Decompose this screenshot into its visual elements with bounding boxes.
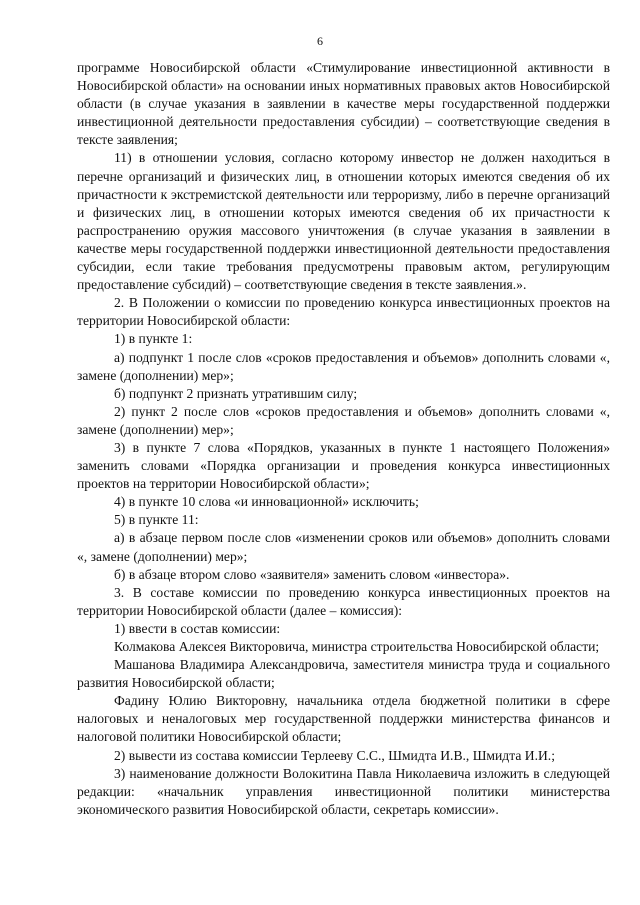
- document-body: [77, 59, 610, 819]
- page-number: 6: [317, 34, 323, 48]
- paragraph-subitem-b-2: б) в абзаце втором слово «заявителя» заменить словом «инвестора».: [114, 566, 510, 582]
- paragraph-member-mashanov: Машанова Владимира Александровича, заместителя министра труда и социального развития Новосибирской области;: [77, 657, 610, 691]
- paragraph-item-1-commission: 1) ввести в состав комиссии:: [114, 620, 281, 636]
- paragraph-item-4: 4) в пункте 10 слова «и инновационной» исключить;: [114, 494, 419, 510]
- paragraph-subitem-a-2: а) в абзаце первом после слов «изменении сроков или объемов» дополнить словами «, замене (дополнении) мер»;: [77, 530, 610, 564]
- paragraph-section-3: 3. В составе комиссии по проведению конкурса инвестиционных проектов на территории Новосибирской области (далее – комиссия):: [77, 584, 610, 618]
- paragraph-item-2: 2) пункт 2 после слов «сроков предоставления и объемов» дополнить словами «, замене (дополнении) мер»;: [77, 403, 610, 437]
- paragraph-member-kolmakov: Колмакова Алексея Викторовича, министра строительства Новосибирской области;: [114, 639, 600, 654]
- paragraph-section-2: 2. В Положении о комиссии по проведению конкурса инвестиционных проектов на территории Новосибирской области:: [77, 295, 610, 329]
- paragraph-continuation: программе Новосибирской области «Стимулирование инвестиционной активности в Новосибирской области» на основании иных нормативных правовых актов Новосибирской области (в случае указания в заявлении в качестве меры государственной поддержки инвестиционной деятельности предоставления субсидии) – соответствующие сведения в тексте заявления;: [77, 60, 610, 148]
- paragraph-subitem-b: б) подпункт 2 признать утратившим силу;: [114, 385, 358, 401]
- paragraph-item-3: 3) в пункте 7 слова «Порядков, указанных в пункте 1 настоящего Положения» заменить словами «Порядка организации и проведения конкурса инвестиционных проектов на территории Новосибирской области»;: [77, 439, 610, 492]
- paragraph-subitem-a: а) подпункт 1 после слов «сроков предоставления и объемов» дополнить словами «, замене (дополнении) мер»;: [77, 349, 610, 383]
- paragraph-item-11: 11) в отношении условия, согласно которому инвестор не должен находиться в перечне организаций и физических лиц, в отношении которых имеются сведения об их причастности к экстремистской деятельности или терроризму, либо в перечне организаций и физических лиц, в отношении которых имеются сведения об их причастности к распространению оружия массового уничтожения (в случае указания в заявлении в качестве меры государственной поддержки инвестиционной деятельности предоставления субсидии, если такие требования предусмотрены правовым актом, регулирующим предоставление субсидий) – соответствующие сведения в тексте заявления.».: [77, 150, 610, 293]
- paragraph-item-3-commission: 3) наименование должности Волокитина Павла Николаевича изложить в следующей редакции: «начальник управления инвестиционной политики министерства экономического развития Новосибирской области, секретарь комиссии».: [77, 765, 610, 817]
- paragraph-item-2-commission: 2) вывести из состава комиссии Терлееву С.С., Шмидта И.В., Шмидта И.И.;: [114, 747, 555, 763]
- paragraph-item-5: 5) в пункте 11:: [114, 512, 199, 528]
- paragraph-member-fadina: Фадину Юлию Викторовну, начальника отдела бюджетной политики в сфере налоговых и неналоговых мер государственной поддержки министерства финансов и налоговой политики Новосибирской области;: [77, 693, 610, 745]
- paragraph-item-1: 1) в пункте 1:: [114, 331, 193, 347]
